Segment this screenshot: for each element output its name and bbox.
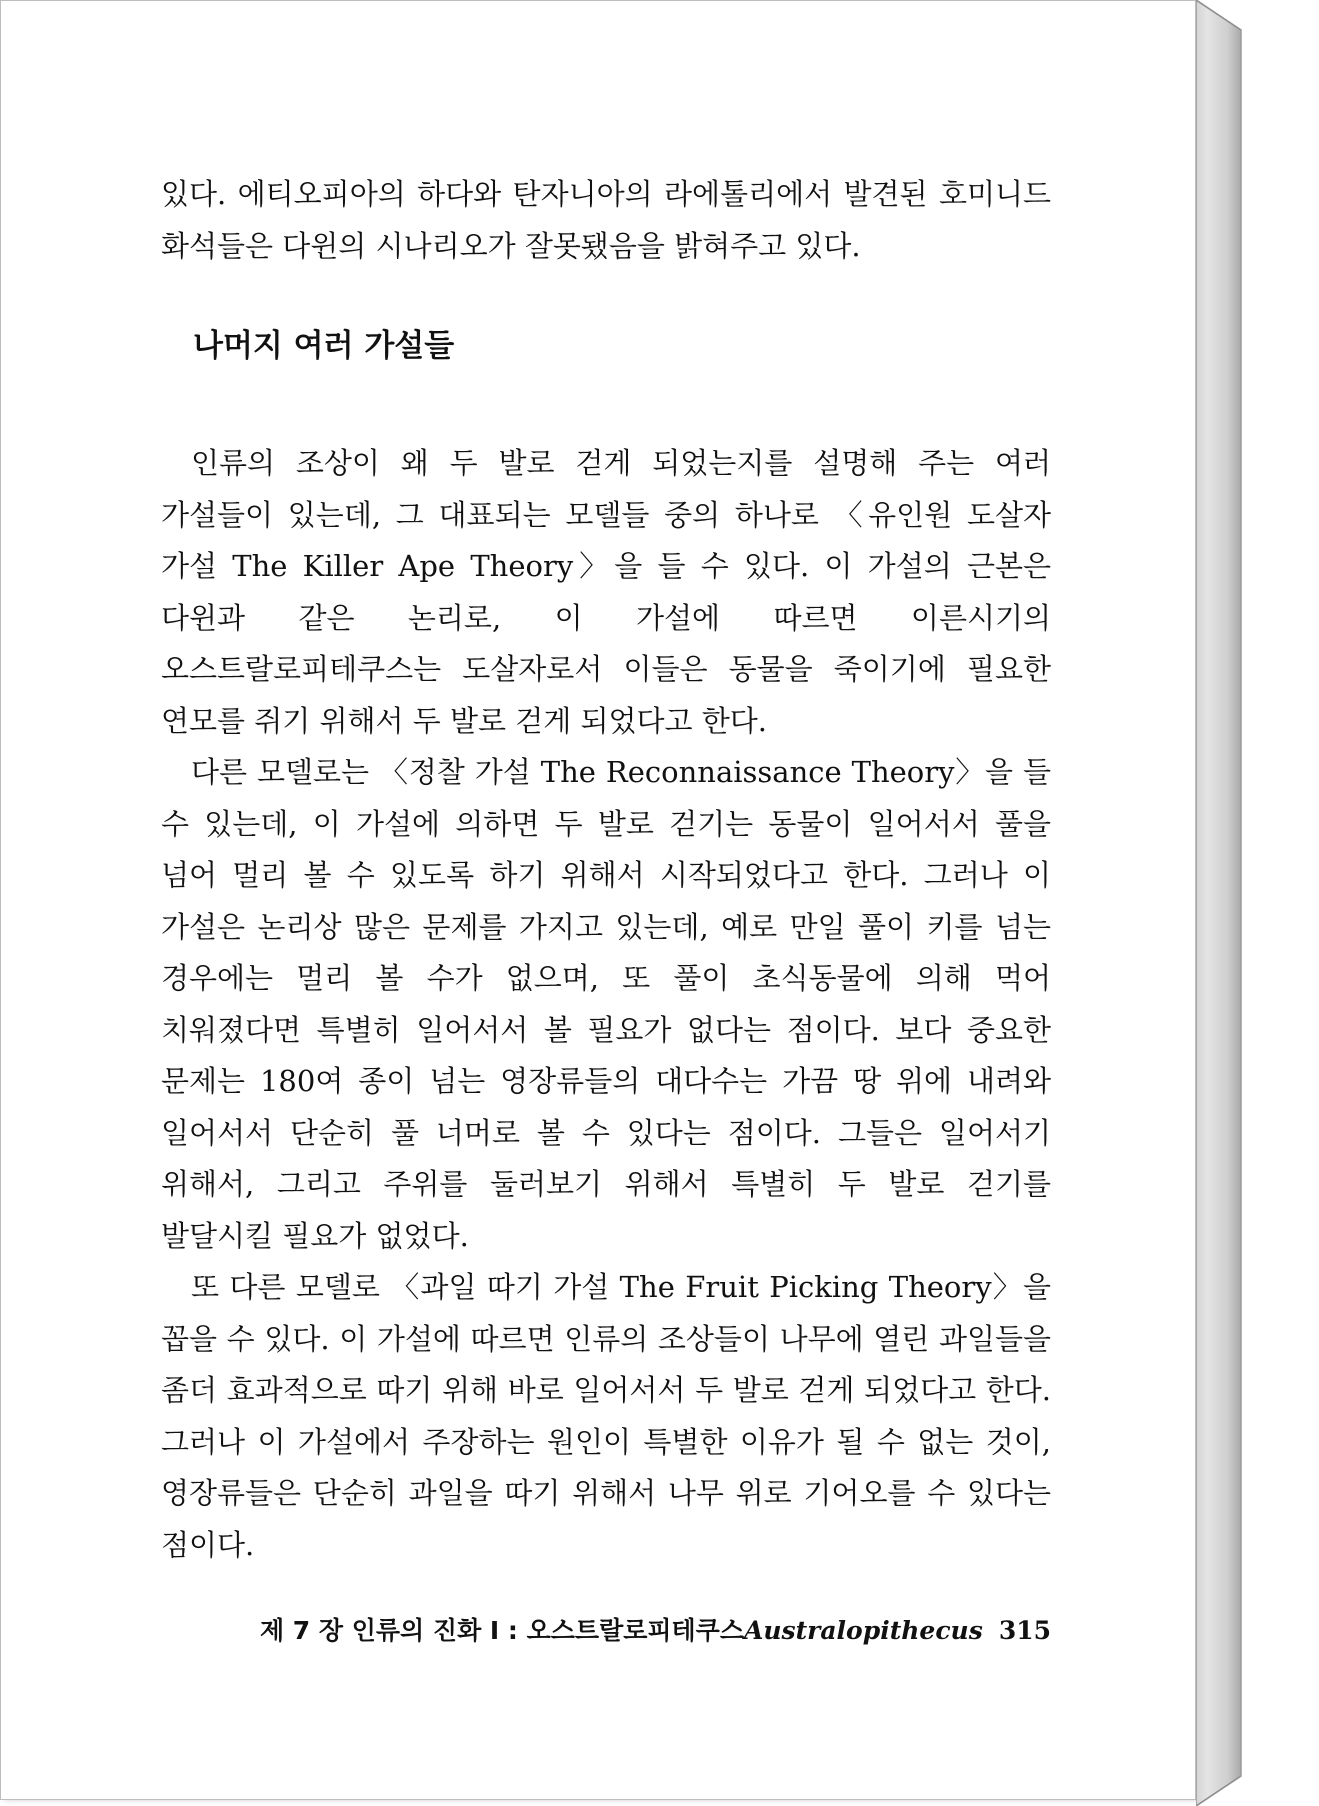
running-footer [161,1611,1051,1647]
footer-chapter-label: 제 7 장 인류의 진화 Ⅰ : 오스트랄로피테쿠스 [259,1616,744,1645]
footer-chapter-latin: Australopithecus [743,1616,983,1645]
paragraph-killer-ape: 인류의 조상이 왜 두 발로 걷게 되었는지를 설명해 주는 여러 가설들이 있는데, 그 대표되는 모델들 중의 하나로 〈유인원 도살자 가설 The Killer Ape Theory〉을 들 수 있다. 이 가설의 근본은 다윈과 같은 논리로, 이 가설에 따르면 이른시기의 오스트랄로피테쿠스는 도살자로서 이들은 동물을 죽이기에 필요한 연모를 쥐기 위해서 두 발로 걷게 되었다고 한다. [161,446,1052,738]
book-spine [1196,0,1197,1806]
section-heading: 나머지 여러 가설들 [193,328,455,364]
intro-paragraph: 있다. 에티오피아의 하다와 탄자니아의 라에톨리에서 발견된 호미니드 화석들은 다윈의 시나리오가 잘못됐음을 밝혀주고 있다. [161,177,1051,263]
book-spine-edge [1196,0,1319,1806]
paragraph-reconnaissance: 다른 모델로는 〈정찰 가설 The Reconnaissance Theory〉을 들 수 있는데, 이 가설에 의하면 두 발로 걷기는 동물이 일어서서 풀을 넘어 멀리 볼 수 있도록 하기 위해서 시작되었다고 한다. 그러나 이 가설은 논리상 많은 문제를 가지고 있는데, 예로 만일 풀이 키를 넘는 경우에는 멀리 볼 수가 없으며, 또 풀이 초식동물에 의해 먹어 치워졌다면 특별히 일어서서 볼 필요가 없다는 점이다. 보다 중요한 문제는 180여 종이 넘는 영장류들의 대다수는 가끔 땅 위에 내려와 일어서서 단순히 풀 너머로 볼 수 있다는 점이다. 그들은 일어서기 위해서, 그리고 주위를 둘러보기 위해서 특별히 두 발로 걷기를 발달시킬 필요가 없었다. [161,755,1051,1253]
page-number: 315 [998,1616,1051,1645]
page-body [161,169,1051,1571]
paragraph-fruit-picking: 또 다른 모델로 〈과일 따기 가설 The Fruit Picking Theory〉을 꼽을 수 있다. 이 가설에 따르면 인류의 조상들이 나무에 열린 과일들을 좀더 효과적으로 따기 위해 바로 일어서서 두 발로 걷게 되었다고 한다. 그러나 이 가설에서 주장하는 원인이 특별한 이유가 될 수 없는 것이, 영장류들은 단순히 과일을 따기 위해서 나무 위로 기어오를 수 있다는 점이다. [161,1270,1051,1562]
